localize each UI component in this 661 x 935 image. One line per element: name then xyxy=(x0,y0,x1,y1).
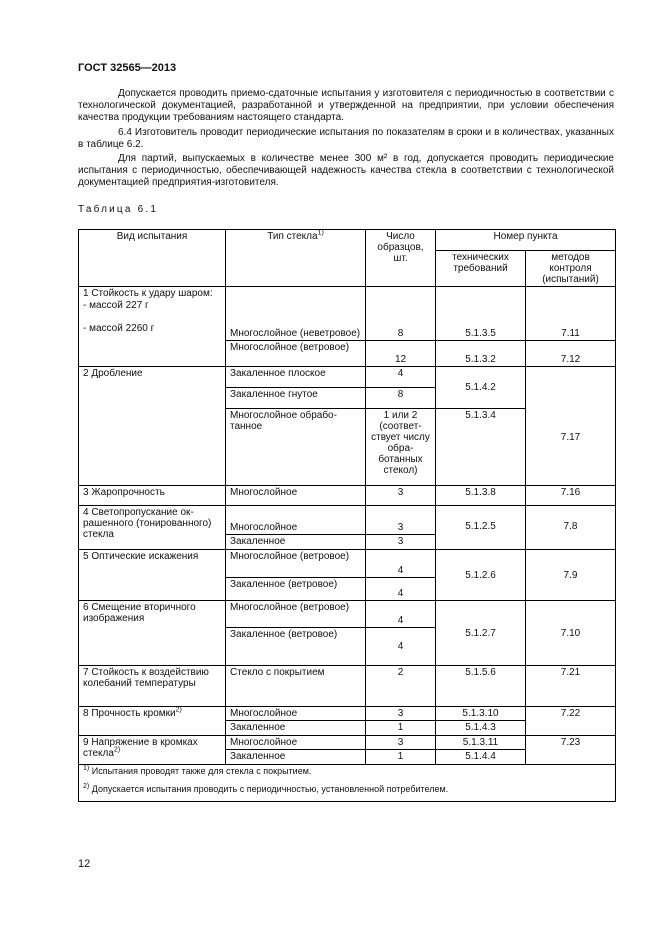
glass-type-cell: Закаленное гнутое xyxy=(226,388,366,409)
glass-type-cell: Многослойное xyxy=(226,736,366,750)
requirement-cell: 5.1.3.5 xyxy=(436,287,526,341)
glass-type-cell: Закаленное плоское xyxy=(226,367,366,388)
sample-count-cell: 4 xyxy=(366,550,436,578)
sample-count-cell: 4 xyxy=(366,601,436,628)
method-cell: 7.8 xyxy=(526,506,616,550)
test-name-9: 9 Напряжение в кромках стекла$^{2)}$ xyxy=(79,736,226,765)
requirement-cell: 5.1.3.8 xyxy=(436,486,526,506)
sample-count-cell: 3 xyxy=(366,486,436,506)
test-name-1: 1 Стойкость к удару шаром: - массой 227 г - массой 2260 г xyxy=(79,287,226,367)
sample-count-cell: 4 xyxy=(366,578,436,601)
sample-count-cell: 1 xyxy=(366,750,436,765)
requirement-cell: 5.1.3.4 xyxy=(436,409,526,486)
sample-count-cell: 4 xyxy=(366,628,436,666)
glass-type-cell: Закаленное (ветровое) xyxy=(226,578,366,601)
table-row xyxy=(79,736,616,750)
glass-type-cell: Многослойное обработанное xyxy=(226,409,366,486)
test-name-2: 2 Дробление xyxy=(79,367,226,486)
method-cell: 7.10 xyxy=(526,601,616,666)
sample-count-cell: 3 xyxy=(366,707,436,721)
method-cell: 7.16 xyxy=(526,486,616,506)
glass-type-cell: Закаленное xyxy=(226,535,366,550)
sample-count-cell: 3 xyxy=(366,506,436,535)
glass-type-cell: Многослойное xyxy=(226,486,366,506)
sample-count-cell: 3 xyxy=(366,736,436,750)
sample-count-cell: 1 или 2 (соответствует числу обработанных стекол) xyxy=(366,409,436,486)
table-row xyxy=(79,666,616,707)
header-sample-count: Число образцов, шт. xyxy=(366,230,436,287)
header-requirements: технических требований xyxy=(436,251,526,287)
table-row xyxy=(79,506,616,535)
requirement-cell: 5.1.4.4 xyxy=(436,750,526,765)
test-name-7: 7 Стойкость к воздействию колебаний температуры xyxy=(79,666,226,707)
glass-type-cell: Закаленное xyxy=(226,721,366,736)
footnote-row xyxy=(79,765,616,779)
table-row xyxy=(79,550,616,578)
glass-type-cell: Многослойное (ветровое) xyxy=(226,341,366,367)
table-header-row xyxy=(79,230,616,251)
table-row xyxy=(79,367,616,388)
footnote-row xyxy=(79,778,616,802)
paragraph-3-text: Для партий, выпускаемых в количестве менее 300 м² в год, допускается проводить периодические испытания с периодичностью, обеспечивающей надежность качества стекла в соответствии с технологической документацией предприятия-изготовителя. xyxy=(78,153,614,188)
paragraph-1: Допускается проводить приемо-сдаточные испытания у изготовителя с периодичностью в соответствии с технологической документацией, разработанной и утвержденной на предприятии, при условии обеспечения качества продукции требованиям настоящего стандарта. xyxy=(78,88,614,123)
method-cell: 7.11 xyxy=(526,287,616,341)
requirement-cell: 5.1.4.2 xyxy=(436,367,526,409)
footnote-2: $^{2)}$ Допускается испытания проводить с периодичностью, установленной потребителем. xyxy=(79,778,616,802)
footnote-1: $^{1)}$ Испытания проводят также для стекла с покрытием. xyxy=(79,765,616,779)
method-cell: 7.21 xyxy=(526,666,616,707)
sample-count-cell: 1 xyxy=(366,721,436,736)
requirement-cell: 5.1.2.5 xyxy=(436,506,526,550)
table-caption: Таблица 6.1 xyxy=(78,204,159,215)
sample-count-cell: 8 xyxy=(366,388,436,409)
paragraph-3 xyxy=(78,153,614,189)
method-cell: 7.12 xyxy=(526,341,616,367)
sample-count-cell: 4 xyxy=(366,367,436,388)
table-row xyxy=(79,486,616,506)
table-row xyxy=(79,707,616,721)
method-cell: 7.17 xyxy=(526,367,616,486)
test-name-6: 6 Смещение вторичного изображения xyxy=(79,601,226,666)
requirement-cell: 5.1.3.11 xyxy=(436,736,526,750)
requirement-cell: 5.1.5.6 xyxy=(436,666,526,707)
sample-count-cell: 3 xyxy=(366,535,436,550)
requirement-cell: 5.1.2.7 xyxy=(436,601,526,666)
test-name-5: 5 Оптические искажения xyxy=(79,550,226,601)
glass-type-cell: Закаленное xyxy=(226,750,366,765)
requirement-cell: 5.1.3.10 xyxy=(436,707,526,721)
glass-type-cell: Многослойное (неветровое) xyxy=(226,287,366,341)
paragraph-2: 6.4 Изготовитель проводит периодические испытания по показателям в сроки и в количествах, указанных в таблице 6.2. xyxy=(78,127,614,150)
glass-type-cell: Многослойное xyxy=(226,707,366,721)
table-row xyxy=(79,601,616,628)
test-name-4: 4 Светопропускание окрашенного (тонированного) стекла xyxy=(79,506,226,550)
requirement-cell: 5.1.3.2 xyxy=(436,341,526,367)
header-methods: методов контроля (испытаний) xyxy=(526,251,616,287)
page-number: 12 xyxy=(78,858,91,870)
test-name-3: 3 Жаропрочность xyxy=(79,486,226,506)
method-cell: 7.23 xyxy=(526,736,616,765)
method-cell: 7.22 xyxy=(526,707,616,736)
requirement-cell: 5.1.2.6 xyxy=(436,550,526,601)
header-glass-type: Тип стекла$^{1)}$ xyxy=(226,230,366,287)
table-row xyxy=(79,287,616,341)
method-cell: 7.9 xyxy=(526,550,616,601)
glass-type-cell: Многослойное (ветровое) xyxy=(226,601,366,628)
header-test-type: Вид испытания xyxy=(79,230,226,287)
sample-count-cell: 2 xyxy=(366,666,436,707)
test-table xyxy=(78,229,616,802)
glass-type-cell: Стекло с покрытием xyxy=(226,666,366,707)
sample-count-cell: 12 xyxy=(366,341,436,367)
glass-type-cell: Закаленное (ветровое) xyxy=(226,628,366,666)
sample-count-cell: 8 xyxy=(366,287,436,341)
document-header: ГОСТ 32565—2013 xyxy=(78,62,177,74)
requirement-cell: 5.1.4.3 xyxy=(436,721,526,736)
glass-type-cell: Многослойное xyxy=(226,506,366,535)
glass-type-cell: Многослойное (ветровое) xyxy=(226,550,366,578)
test-name-8: 8 Прочность кромки$^{2)}$ xyxy=(79,707,226,736)
header-clause-number: Номер пункта xyxy=(436,230,616,251)
